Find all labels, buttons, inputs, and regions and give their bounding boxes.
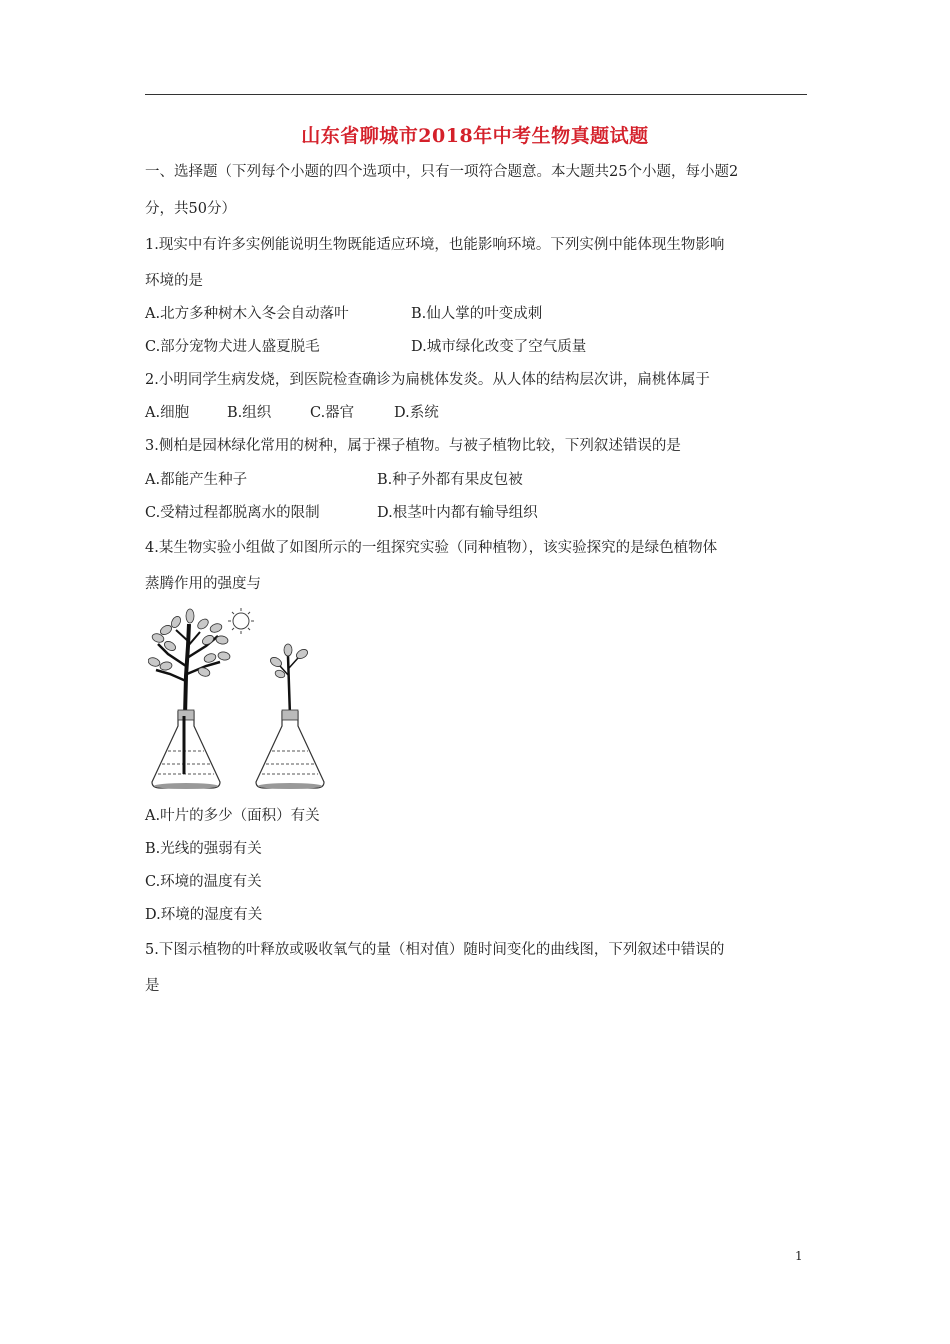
q3-option-c: C.受精过程都脱离水的限制 <box>145 505 320 521</box>
q4-option-c: C.环境的温度有关 <box>145 874 262 890</box>
q1-stem-line2: 环境的是 <box>145 273 203 289</box>
q3-option-a: A.都能产生种子 <box>145 472 248 488</box>
q4-option-a: A.叶片的多少（面积）有关 <box>145 808 320 824</box>
q1-option-c: C.部分宠物犬进人盛夏脱毛 <box>145 339 320 355</box>
q1-option-b: B.仙人掌的叶变成刺 <box>411 306 543 322</box>
q1-option-a: A.北方多种树木入冬会自动落叶 <box>145 306 349 322</box>
sun-icon <box>228 608 254 634</box>
q1-stem-line1: 1.现实中有许多实例能说明生物既能适应环境，也能影响环境。下列实例中能体现生物影响 <box>145 237 725 253</box>
q5-stem-line2: 是 <box>145 978 160 994</box>
q2-option-d: D.系统 <box>394 405 439 421</box>
document-title: 山东省聊城市2018年中考生物真题试题 <box>301 125 649 147</box>
section-heading-line2: 分，共50分） <box>145 201 236 217</box>
header-rule <box>145 94 807 95</box>
q5-stem-line1: 5.下图示植物的叶释放或吸收氧气的量（相对值）随时间变化的曲线图，下列叙述中错误的 <box>145 942 725 958</box>
q3-stem: 3.侧柏是园林绿化常用的树种，属于裸子植物。与被子植物比较，下列叙述错误的是 <box>145 438 681 454</box>
right-flask-with-small-plant <box>256 644 324 789</box>
q2-option-b: B.组织 <box>227 405 272 421</box>
q4-option-d: D.环境的湿度有关 <box>145 907 263 923</box>
q3-option-b: B.种子外都有果皮包被 <box>377 472 523 488</box>
q2-option-c: C.器官 <box>310 405 355 421</box>
q4-stem-line2: 蒸腾作用的强度与 <box>145 576 261 592</box>
q2-stem: 2.小明同学生病发烧，到医院检查确诊为扁桃体发炎。从人体的结构层次讲，扁桃体属于 <box>145 372 710 388</box>
q3-option-d: D.根茎叶内都有输导组织 <box>377 505 538 521</box>
experiment-figure <box>148 606 348 796</box>
left-flask-with-leafy-plant <box>148 609 231 789</box>
q4-stem-line1: 4.某生物实验小组做了如图所示的一组探究实验（同种植物），该实验探究的是绿色植物体 <box>145 540 718 556</box>
q2-option-a: A.细胞 <box>145 405 190 421</box>
section-heading-line1: 一、选择题（下列每个小题的四个选项中，只有一项符合题意。本大题共25个小题，每小题2 <box>145 164 739 180</box>
page-number: 1 <box>795 1249 803 1263</box>
q1-option-d: D.城市绿化改变了空气质量 <box>411 339 587 355</box>
q4-option-b: B.光线的强弱有关 <box>145 841 262 857</box>
